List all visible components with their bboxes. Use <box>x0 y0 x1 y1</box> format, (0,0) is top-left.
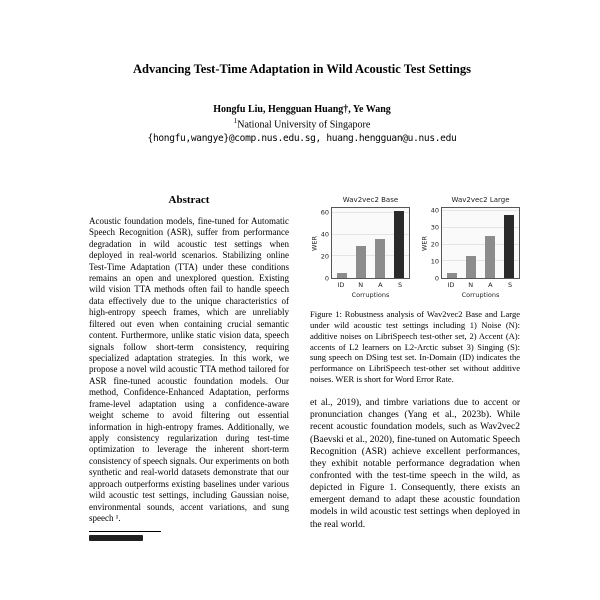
y-tick-40: 40 <box>320 230 329 239</box>
x-tick-A: A <box>488 280 493 289</box>
affiliation-name: National University of Singapore <box>237 118 371 130</box>
y-axis-label: WER <box>310 235 319 251</box>
affiliation-superscript: 1 <box>233 116 238 125</box>
authors-line: Hongfu Liu, Hengguan Huang†, Ye Wang <box>213 103 391 115</box>
affiliation-line <box>84 117 520 130</box>
y-tick-60: 60 <box>320 208 329 217</box>
x-tick-labels <box>331 281 410 289</box>
x-axis-label: Corruptions <box>461 290 500 299</box>
abstract-heading: Abstract <box>168 193 210 206</box>
figure-1-caption: Figure 1: Robustness analysis of Wav2vec2 Base and Large under wild acoustic test settings including 1) Noise (N): additive noises on LibriSpeech test-other set, 2) Accent (A): accents of L2 learners on L2-Arctic subset 3) Singing (S): sung speech on DSing test set. In-Domain (ID) indicates the performance on LibriSpeech test-other set without additive noises. WER is short for Word Error Rate. <box>310 308 520 385</box>
author-emails: {hongfu,wangye}@comp.nus.edu.sg, huang.hengguan@u.nus.edu <box>147 132 457 144</box>
y-tick-40: 40 <box>430 206 439 215</box>
bar-S <box>504 215 514 278</box>
y-tick-10: 10 <box>430 257 439 266</box>
footnote-separator <box>89 531 161 532</box>
paper-title: Advancing Test-Time Adaptation in Wild Acoustic Test Settings <box>133 62 471 76</box>
y-tick-20: 20 <box>430 240 439 249</box>
footnote-text-clipped <box>89 535 143 541</box>
x-tick-S: S <box>398 280 403 289</box>
right-column <box>310 194 520 541</box>
x-tick-N: N <box>468 280 474 289</box>
plot-area <box>441 207 520 279</box>
chart-title: Wav2vec2 Base <box>342 195 399 204</box>
x-tick-ID: ID <box>447 280 455 289</box>
bar-ID <box>447 273 457 278</box>
bar-S <box>394 211 404 278</box>
x-tick-S: S <box>508 280 513 289</box>
figure-1 <box>310 196 520 299</box>
bar-N <box>356 246 366 278</box>
y-tick-labels <box>429 206 441 283</box>
y-tick-0: 0 <box>434 274 439 283</box>
bar-N <box>466 256 476 278</box>
bar-A <box>485 236 495 278</box>
introduction-body-text: et al., 2019), and timbre variations due to accent or pronunciation changes (Yang et al., 2023b). While recent acoustic foundation models, such as Wav2vec2 (Baevski et al., 2020), fine-tuned on Automatic Speech Recognition (ASR) achieve excellent performances, they exhibit notable performance degradation when confronted with the test-time speech in the wild, as depicted in Figure 1. Consequently, there exists an emergent demand to adapt these acoustic foundation models in wild acoustic test settings when deployed in the real world. <box>310 398 520 530</box>
bar-chart-wav2vec2-large <box>420 196 520 299</box>
x-tick-A: A <box>378 280 383 289</box>
y-tick-20: 20 <box>320 252 329 261</box>
x-tick-N: N <box>358 280 364 289</box>
x-tick-labels <box>441 281 520 289</box>
y-tick-30: 30 <box>430 223 439 232</box>
plot-area <box>331 207 410 279</box>
y-tick-0: 0 <box>324 274 329 283</box>
chart-title: Wav2vec2 Large <box>451 195 510 204</box>
left-column <box>84 194 294 541</box>
x-tick-ID: ID <box>337 280 345 289</box>
two-column-body <box>84 194 520 541</box>
y-axis-label: WER <box>420 235 429 251</box>
bar-chart-wav2vec2-base <box>310 196 410 299</box>
y-tick-labels <box>319 207 331 283</box>
x-axis-label: Corruptions <box>351 290 390 299</box>
bar-ID <box>337 273 347 278</box>
abstract-text: Acoustic foundation models, fine-tuned for Automatic Speech Recognition (ASR), suffer from performance degradation in wild acoustic test settings when deployed in real-world scenarios. Stabilizing online Test-Time Adaptation (TTA) under these conditions remains an open and unexplored question. Existing wild vision TTA methods often fail to handle speech data effectively due to the unique characteristics of high-entropy speech frames, which are unreliably filtered out even when containing crucial semantic content. Furthermore, unlike static vision data, speech signals follow short-term consistency, requiring specialized adaptation strategies. In this work, we propose a novel wild acoustic TTA method tailored for ASR fine-tuned acoustic foundation models. Our method, Confidence-Enhanced Adaptation, performs frame-level adaptation using a confidence-aware weight scheme to avoid filtering out essential information in high-entropy frames. Additionally, we apply consistency regularization during test-time optimization to leverage the inherent short-term consistency of speech signals. Our experiments on both synthetic and real-world datasets demonstrate that our approach outperforms existing baselines under various wild acoustic test settings, including Gaussian noise, environmental sounds, accent variations, and sung speech ¹. <box>89 215 289 523</box>
bar-A <box>375 239 385 278</box>
